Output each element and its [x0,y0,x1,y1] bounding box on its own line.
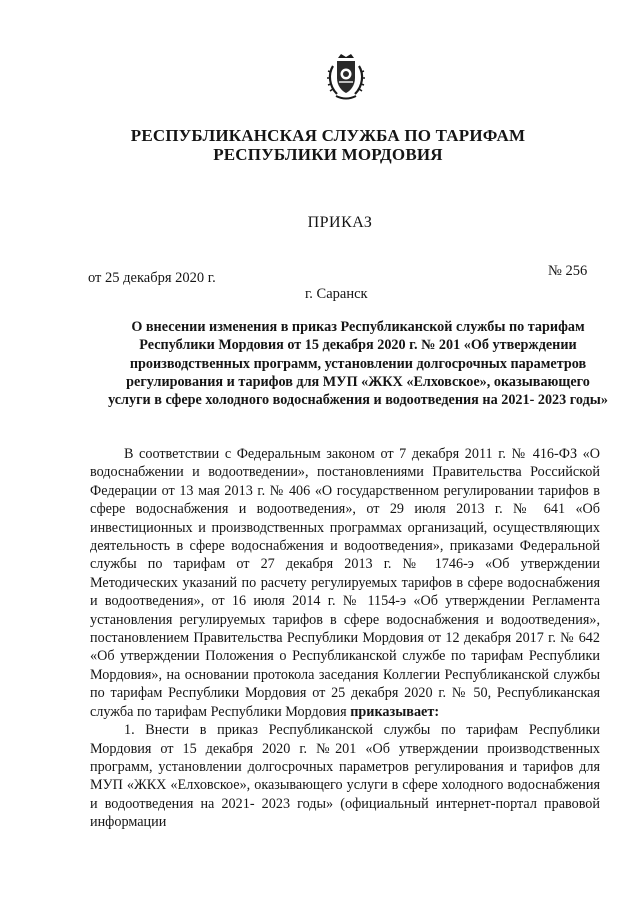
paragraph-1-text: В соответствии с Федеральным законом от 7 декабря 2011 г. № 416-ФЗ «О водоснабжении и водоотведении», постановлениями Правительства Российской Федерации от 13 мая 2013 г. № 406 «О государственном регулировании тарифов в сфере водоснабжения и водоотведения», от 29 июля 2013 г. № 641 «Об инвестиционных и производственных программах организаций, осуществляющих деятельность в сфере водоснабжения и водоотведения», приказами Федеральной службы по тарифам от 27 декабря 2013 г. № 1746-э «Об утверждении Методических указаний по расчету регулируемых тарифов в сфере водоснабжения и водоотведения», от 16 июля 2014 г. № 1154-э «Об утверждении Регламента установления регулируемых тарифов в сфере водоснабжения и водоотведения», постановлением Правительства Республики Мордовия от 12 декабря 2017 г. № 642 «Об утверждении Положения о Республиканской службе по тарифам Республики Мордовия», на основании протокола заседания Коллегии Республиканской службы по тарифам Республики Мордовия от 25 декабря 2020 г. № 50, Республиканская служба по тарифам Республики Мордовия [90,446,600,720]
document-body [90,445,600,832]
organization-name-line1: РЕСПУБЛИКАНСКАЯ СЛУЖБА ПО ТАРИФАМ [130,126,526,145]
body-paragraph-2 [90,721,600,831]
paragraph-1-bold: приказывает: [350,703,440,720]
document-date: от 25 декабря 2020 г. [88,270,216,286]
document-number: № 256 [548,263,588,279]
coat-of-arms-icon [325,52,367,102]
document-type: ПРИКАЗ [307,214,373,231]
document-city: г. Саранск [305,286,368,302]
paragraph-2-text: 1. Внести в приказ Республиканской службы по тарифам Республики Мордовия от 15 декабря 2020 г. №201 «Об утверждении производственных программ, установлении долгосрочных параметров регулирования и тарифов для МУП «ЖКХ «Елховское», оказывающего услуги в сфере холодного водоснабжения и водоотведения на 2021- 2023 годы» (официальный интернет-портал правовой информации [90,722,600,831]
document-title: О внесении изменения в приказ Республиканской службы по тарифам Республики Мордовия от 15 декабря 2020 г. № 201 «Об утверждении производственных программ, установлении долгосрочных параметров регулирования и тарифов для МУП «ЖКХ «Елховское», оказывающего услуги в сфере холодного водоснабжения и водоотведения на 2021- 2023 годы» [108,319,608,409]
body-paragraph-1 [90,445,600,721]
organization-name-line2: РЕСПУБЛИКИ МОРДОВИЯ [213,145,443,164]
